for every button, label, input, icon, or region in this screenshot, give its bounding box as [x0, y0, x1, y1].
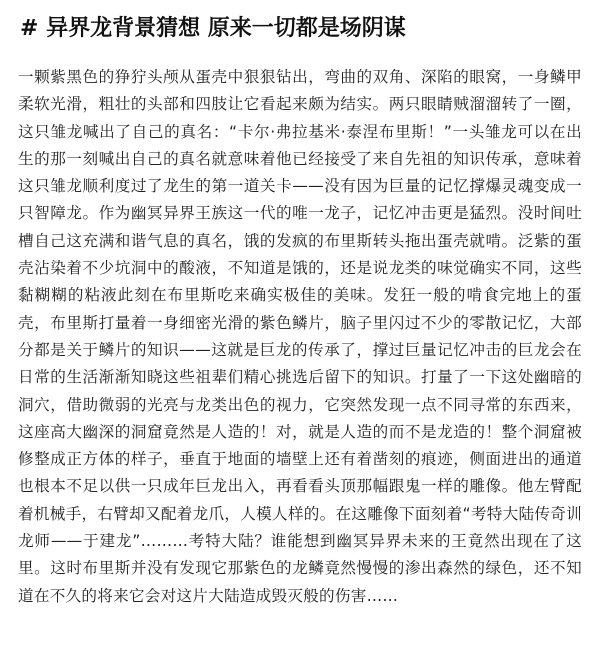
article-page: [0, 14, 600, 648]
article-title: # 异界龙背景猜想 原来一切都是场阴谋: [20, 16, 406, 41]
article-body: 一颗紫黑色的狰狞头颅从蛋壳中狠狠钻出，弯曲的双角、深陷的眼窝，一身鳞甲柔软光滑，粗壮的头部和四肢让它看起来颇为结实。两只眼睛贼溜溜转了一圈，这只雏龙喊出了自己的真名：“卡尔·弗拉基米·泰涅布里斯！”一头雏龙可以在出生的那一刻喊出自己的真名就意味着他已经接受了来自先祖的知识传承，意味着这只雏龙顺利度过了龙生的第一道关卡——没有因为巨量的记忆撑爆灵魂变成一只智障龙。作为幽冥异界王族这一代的唯一龙子，记忆冲击更是猛烈。没时间吐槽自己这充满和谐气息的真名，饿的发疯的布里斯转头拖出蛋壳就啃。泛紫的蛋壳沾染着不少坑洞中的酸液，不知道是饿的，还是说龙类的味觉确实不同，这些黏糊糊的粘液此刻在布里斯吃来确实极佳的美味。发狂一般的啃食完地上的蛋壳，布里斯打量着一身细密光滑的紫色鳞片，脑子里闪过不少的零散记忆，大部分都是关于鳞片的知识——这就是巨龙的传承了，撑过巨量记忆冲击的巨龙会在日常的生活渐渐知晓这些祖辈们精心挑选后留下的知识。打量了一下这处幽暗的洞穴，借助微弱的光亮与龙类出色的视力，它突然发现一点不同寻常的东西来，这座高大幽深的洞窟竟然是人造的！对，就是人造的而不是龙造的！整个洞窟被修整成正方体的样子，垂直于地面的墙壁上还有着凿刻的痕迹，侧面进出的通道也根本不足以供一只成年巨龙出入，再看看头顶那幅跟鬼一样的雕像。他左臂配着机械手，右臂却又配着龙爪，人模人样的。在这雕像下面刻着“考特大陆传奇训龙师——于建龙”………考特大陆？谁能想到幽冥异界未来的王竟然出现在了这里。这时布里斯并没有发现它那紫色的龙鳞竟然慢慢的渗出森然的绿色，还不知道在不久的将来它会对这片大陆造成毁灭般的伤害……: [18, 68, 582, 605]
